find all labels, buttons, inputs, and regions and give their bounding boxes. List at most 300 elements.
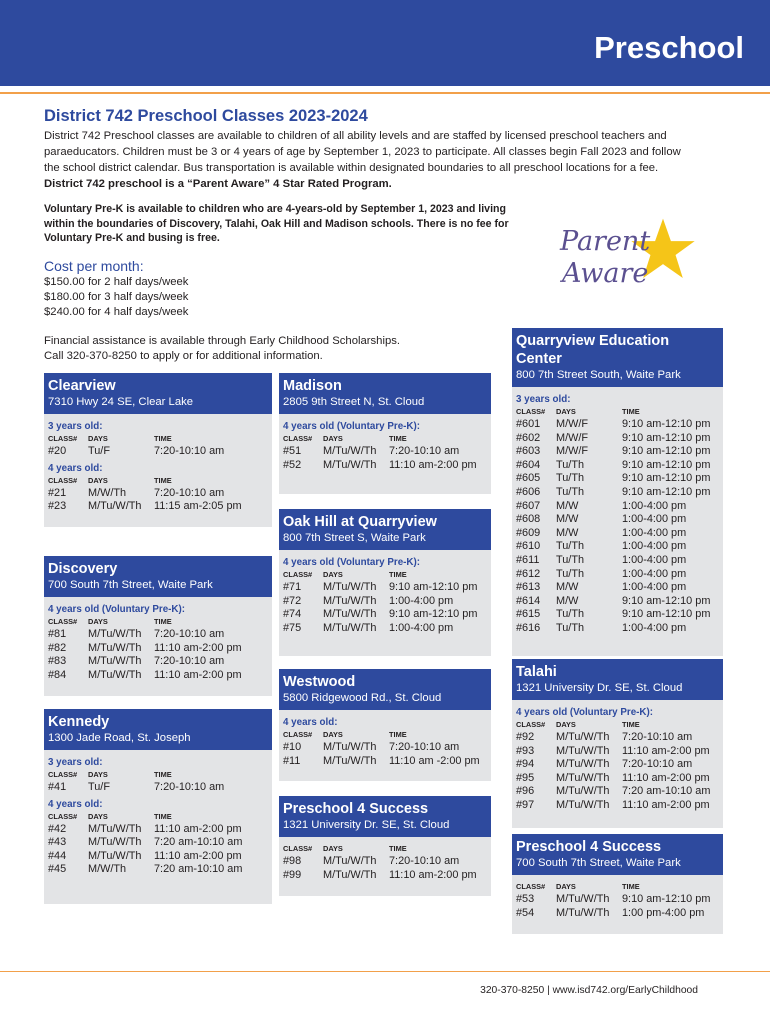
class-days: Tu/Th: [556, 567, 585, 580]
class-table-header: [516, 406, 719, 418]
class-days: M/Tu/W/Th: [88, 836, 142, 849]
class-table-header: [283, 569, 487, 581]
class-days: Tu/F: [88, 445, 110, 457]
class-days: M/Tu/W/Th: [88, 668, 142, 681]
class-number: #52: [283, 458, 302, 471]
class-row: [283, 755, 487, 769]
time-column-header: TIME: [154, 617, 172, 626]
class-number: #96: [516, 785, 535, 798]
class-time: 7:20-10:10 am: [154, 445, 225, 457]
class-days: M/Tu/W/Th: [88, 641, 142, 654]
class-number: #605: [516, 472, 541, 485]
parent-aware-logo: [560, 226, 650, 290]
card-header: [279, 796, 491, 837]
class-row: [516, 785, 719, 799]
class-time: 9:10 am-12:10 pm: [389, 581, 478, 593]
school-name: Madison: [283, 378, 342, 394]
class-number: #601: [516, 418, 541, 430]
class-row: [48, 669, 268, 683]
school-card: [512, 328, 723, 656]
school-card: [44, 709, 272, 904]
school-card: [44, 373, 272, 527]
class-row: [516, 432, 719, 446]
class-days: M/W/Th: [88, 486, 127, 499]
class-time: 7:20-10:10 am: [154, 628, 225, 640]
class-time: 11:10 am-2:00 pm: [389, 458, 477, 471]
card-body: [44, 597, 272, 688]
class-days: M/Tu/W/Th: [323, 608, 377, 621]
class-time: 1:00-4:00 pm: [622, 526, 687, 539]
class-number: #93: [516, 744, 535, 757]
cost-line: $150.00 for 2 half days/week: [44, 276, 189, 288]
class-number: #84: [48, 668, 67, 681]
class-row: [516, 486, 719, 500]
class-number: #45: [48, 863, 67, 876]
school-address: 5800 Ridgewood Rd., St. Cloud: [283, 692, 442, 704]
class-number: #81: [48, 628, 67, 640]
card-header: [44, 373, 272, 414]
class-row: [516, 907, 719, 921]
class-row: [48, 836, 268, 850]
class-row: [516, 772, 719, 786]
class-number: #74: [283, 608, 302, 621]
voluntary-prek-note: Voluntary Pre-K is available to children who are 4-years-old by September 1, 2023 and living within the boundaries of Discovery, Talahi, Oak Hill and Madison schools. There is no fee for Voluntary Pre-K and busing is free.: [44, 203, 509, 244]
class-number: #616: [516, 621, 541, 634]
class-number: #83: [48, 655, 67, 668]
school-name: Preschool 4 Success: [516, 839, 662, 855]
class-days: M/W: [556, 594, 579, 607]
class-days: M/Tu/W/Th: [88, 655, 142, 668]
class-row: [48, 850, 268, 864]
class-time: 11:10 am-2:00 pm: [389, 868, 477, 881]
class-number: #92: [516, 731, 535, 743]
class-days: M/Tu/W/Th: [88, 822, 142, 835]
age-group-label: 4 years old:: [48, 462, 103, 474]
days-column-header: DAYS: [88, 811, 108, 821]
school-name: Talahi: [516, 664, 557, 680]
banner-divider: [0, 92, 770, 94]
class-number: #614: [516, 594, 541, 607]
class-table-header: [48, 811, 268, 823]
card-body: [279, 710, 491, 774]
cost-heading: Cost per month:: [44, 258, 144, 274]
class-row: [48, 823, 268, 837]
time-column-header: TIME: [154, 434, 172, 443]
school-address: 1321 University Dr. SE, St. Cloud: [283, 819, 450, 831]
class-days: M/Tu/W/Th: [323, 445, 377, 457]
document-heading: District 742 Preschool Classes 2023-2024: [44, 107, 368, 125]
class-days: M/Tu/W/Th: [323, 621, 377, 634]
class-table-header: [283, 433, 487, 445]
class-row: [283, 459, 487, 473]
class-time: 7:20-10:10 am: [154, 655, 225, 668]
class-row: [516, 445, 719, 459]
class-row: [283, 608, 487, 622]
time-column-header: TIME: [389, 730, 407, 739]
class-number: #602: [516, 431, 541, 444]
time-column-header: TIME: [622, 720, 640, 729]
school-name: Discovery: [48, 561, 118, 577]
school-address: 7310 Hwy 24 SE, Clear Lake: [48, 396, 194, 408]
class-days: M/Tu/W/Th: [556, 744, 610, 757]
class-number: #53: [516, 893, 535, 905]
school-address: 1300 Jade Road, St. Joseph: [48, 732, 191, 744]
class-table-header: [283, 843, 487, 855]
class-row: [48, 487, 268, 501]
card-header: [512, 659, 723, 700]
class-time: 9:10 am-12:10 pm: [622, 893, 711, 905]
school-card: [279, 509, 491, 656]
class-number: #611: [516, 553, 540, 566]
class-time: 7:20 am-10:10 am: [622, 785, 711, 798]
class-time: 11:10 am -2:00 pm: [389, 754, 480, 767]
time-column-header: TIME: [154, 475, 172, 485]
footer-contact: 320-370-8250 | www.isd742.org/EarlyChildhood: [480, 985, 698, 996]
class-days: M/Tu/W/Th: [323, 855, 377, 867]
school-card: [279, 669, 491, 781]
class-days: Tu/Th: [556, 472, 585, 485]
class-number: #607: [516, 499, 541, 512]
class-days: Tu/Th: [556, 485, 585, 498]
class-column-header: CLASS#: [283, 434, 313, 443]
class-row: [48, 781, 268, 795]
class-time: 11:10 am-2:00 pm: [622, 744, 710, 757]
time-column-header: TIME: [622, 882, 640, 891]
class-time: 1:00-4:00 pm: [622, 540, 687, 553]
age-group-label: 4 years old (Voluntary Pre-K):: [516, 707, 654, 718]
class-days: M/Tu/W/Th: [556, 893, 610, 905]
school-card: [44, 556, 272, 696]
card-body: [44, 414, 272, 520]
class-time: 1:00-4:00 pm: [622, 553, 687, 566]
class-number: #41: [48, 781, 67, 793]
school-name: Westwood: [283, 674, 356, 690]
class-row: [48, 445, 268, 459]
class-days: M/W: [556, 581, 579, 594]
class-time: 7:20 am-10:10 am: [154, 863, 243, 876]
class-row: [283, 581, 487, 595]
class-days: M/Tu/W/Th: [323, 868, 377, 881]
financial-line: Call 320-370-8250 to apply or for additional information.: [44, 350, 323, 362]
class-time: 9:10 am-12:10 pm: [622, 485, 711, 498]
class-row: [283, 855, 487, 869]
school-name: Kennedy: [48, 714, 110, 730]
class-days: M/W: [556, 513, 579, 526]
class-days: M/Tu/W/Th: [88, 628, 142, 640]
class-row: [48, 642, 268, 656]
class-days: Tu/Th: [556, 553, 585, 566]
class-row: [516, 527, 719, 541]
age-group-label: 3 years old:: [48, 757, 103, 768]
class-number: #72: [283, 594, 302, 607]
class-number: #43: [48, 836, 67, 849]
class-time: 11:10 am-2:00 pm: [154, 849, 242, 862]
card-body: [512, 387, 723, 642]
class-row: [516, 540, 719, 554]
class-days: Tu/Th: [556, 458, 585, 471]
class-time: 7:20-10:10 am: [154, 781, 225, 793]
class-time: 9:10 am-12:10 pm: [622, 431, 711, 444]
class-row: [516, 745, 719, 759]
class-days: M/W/F: [556, 445, 589, 458]
class-time: 9:10 am-12:10 pm: [622, 458, 711, 471]
school-address: 800 7th Street South, Waite Park: [516, 369, 681, 381]
banner-title: Preschool: [594, 30, 744, 65]
class-column-header: CLASS#: [516, 407, 546, 416]
class-days: Tu/Th: [556, 608, 585, 621]
class-number: #99: [283, 868, 302, 881]
days-column-header: DAYS: [88, 770, 108, 779]
time-column-header: TIME: [389, 434, 407, 443]
class-days: M/Tu/W/Th: [323, 594, 377, 607]
class-number: #608: [516, 513, 541, 526]
days-column-header: DAYS: [323, 844, 343, 853]
class-column-header: CLASS#: [283, 570, 313, 579]
card-header: [44, 556, 272, 597]
days-column-header: DAYS: [323, 570, 343, 579]
class-row: [516, 608, 719, 622]
school-name: Quarryview Education Center: [516, 333, 670, 367]
intro-paragraph: [44, 128, 694, 192]
card-body: [279, 550, 491, 641]
class-row: [516, 500, 719, 514]
class-row: [516, 459, 719, 473]
class-number: #97: [516, 798, 535, 811]
cost-line: $240.00 for 4 half days/week: [44, 306, 189, 318]
class-time: 7:20-10:10 am: [389, 855, 460, 867]
class-number: #10: [283, 741, 302, 753]
banner: [0, 0, 770, 86]
days-column-header: DAYS: [556, 720, 576, 729]
class-time: 7:20 am-10:10 am: [154, 836, 243, 849]
class-time: 1:00-4:00 pm: [389, 594, 454, 607]
days-column-header: DAYS: [88, 617, 108, 626]
class-row: [283, 741, 487, 755]
class-row: [516, 893, 719, 907]
class-time: 9:10 am-12:10 pm: [389, 608, 478, 621]
intro-text: District 742 Preschool classes are available to children of all ability levels and are staffed by licensed preschool teachers and paraeducators. Children must be 3 or 4 years of age by September 1, 2023 to participate. All classes begin Fall 2023 and follow the school district calendar. Bus transportation is available within designated boundaries to all preschool locations for a fee.: [44, 130, 681, 174]
financial-assistance: [44, 334, 474, 364]
class-days: M/Tu/W/Th: [323, 741, 377, 753]
class-table-header: [48, 769, 268, 781]
school-card: [512, 659, 723, 828]
class-time: 7:20-10:10 am: [389, 741, 460, 753]
class-row: [283, 595, 487, 609]
class-row: [516, 472, 719, 486]
logo-line: Aware: [562, 258, 649, 289]
age-group-label: 4 years old (Voluntary Pre-K):: [283, 557, 421, 568]
intro-bold-text: District 742 preschool is a “Parent Aware” 4 Star Rated Program.: [44, 178, 392, 190]
age-group-label: 4 years old (Voluntary Pre-K):: [48, 604, 186, 615]
class-row: [516, 758, 719, 772]
school-address: 1321 University Dr. SE, St. Cloud: [516, 682, 683, 694]
class-number: #82: [48, 641, 67, 654]
class-time: 1:00-4:00 pm: [622, 499, 687, 512]
time-column-header: TIME: [154, 811, 172, 821]
school-address: 700 South 7th Street, Waite Park: [516, 857, 681, 869]
class-number: #609: [516, 526, 541, 539]
class-number: #71: [283, 581, 302, 593]
class-time: 11:10 am-2:00 pm: [622, 798, 710, 811]
age-group-label: 3 years old:: [48, 421, 103, 432]
class-number: #98: [283, 855, 302, 867]
class-table-header: [48, 616, 268, 628]
class-time: 1:00 pm-4:00 pm: [622, 906, 705, 919]
card-body: [44, 750, 272, 883]
class-time: 1:00-4:00 pm: [622, 621, 687, 634]
class-row: [48, 500, 268, 514]
class-number: #603: [516, 445, 541, 458]
class-row: [283, 622, 487, 636]
card-header: [512, 834, 723, 875]
class-time: 1:00-4:00 pm: [622, 581, 687, 594]
card-header: [44, 709, 272, 750]
class-row: [283, 869, 487, 883]
class-days: Tu/Th: [556, 540, 585, 553]
class-column-header: CLASS#: [48, 770, 78, 779]
class-number: #23: [48, 500, 67, 513]
card-body: [512, 875, 723, 926]
time-column-header: TIME: [389, 844, 407, 853]
class-row: [516, 581, 719, 595]
card-body: [512, 700, 723, 819]
class-time: 1:00-4:00 pm: [622, 513, 687, 526]
class-number: #95: [516, 771, 535, 784]
class-days: M/W/F: [556, 431, 589, 444]
age-group-label: 3 years old:: [516, 394, 571, 405]
class-table-header: [516, 719, 719, 731]
class-column-header: CLASS#: [516, 882, 546, 891]
class-number: #11: [283, 754, 301, 767]
class-time: 9:10 am-12:10 pm: [622, 608, 711, 621]
class-number: #615: [516, 608, 541, 621]
class-number: #21: [48, 486, 67, 499]
class-number: #604: [516, 458, 541, 471]
school-card: [279, 796, 491, 896]
class-time: 9:10 am-12:10 pm: [622, 418, 711, 430]
class-table-header: [48, 475, 268, 487]
card-header: [279, 509, 491, 550]
class-number: #613: [516, 581, 541, 594]
school-name: Preschool 4 Success: [283, 801, 429, 817]
class-days: M/Tu/W/Th: [88, 500, 142, 513]
class-number: #610: [516, 540, 541, 553]
days-column-header: DAYS: [323, 434, 343, 443]
class-days: Tu/F: [88, 781, 110, 793]
class-days: M/W/Th: [88, 863, 127, 876]
card-header: [279, 669, 491, 710]
class-column-header: CLASS#: [48, 434, 78, 443]
class-days: M/Tu/W/Th: [556, 785, 610, 798]
days-column-header: DAYS: [556, 407, 576, 416]
class-time: 7:20-10:10 am: [154, 486, 225, 499]
class-days: M/Tu/W/Th: [323, 581, 377, 593]
class-column-header: CLASS#: [283, 844, 313, 853]
class-row: [516, 554, 719, 568]
class-number: #44: [48, 849, 67, 862]
card-header: [279, 373, 491, 414]
class-row: [283, 445, 487, 459]
class-column-header: CLASS#: [283, 730, 313, 739]
class-time: 11:10 am-2:00 pm: [154, 822, 242, 835]
class-row: [48, 863, 268, 877]
class-time: 9:10 am-12:10 pm: [622, 445, 711, 458]
class-days: M/Tu/W/Th: [556, 731, 610, 743]
class-time: 11:10 am-2:00 pm: [154, 641, 242, 654]
cost-list: [44, 275, 188, 320]
class-row: [516, 595, 719, 609]
class-row: [516, 799, 719, 813]
class-days: M/W/F: [556, 418, 589, 430]
class-time: 1:00-4:00 pm: [389, 621, 454, 634]
class-time: 7:20-10:10 am: [622, 758, 693, 771]
class-time: 9:10 am-12:10 pm: [622, 472, 711, 485]
school-address: 800 7th Street S, Waite Park: [283, 532, 426, 544]
days-column-header: DAYS: [88, 434, 108, 443]
class-row: [516, 568, 719, 582]
logo-line: Parent: [560, 226, 651, 257]
class-table-header: [48, 433, 268, 445]
days-column-header: DAYS: [88, 475, 108, 485]
class-time: 9:10 am-12:10 pm: [622, 594, 711, 607]
class-time: 11:10 am-2:00 pm: [622, 771, 710, 784]
class-days: Tu/Th: [556, 621, 585, 634]
footer-divider: [0, 971, 770, 972]
class-number: #94: [516, 758, 535, 771]
class-number: #42: [48, 822, 67, 835]
school-card: [279, 373, 491, 494]
class-column-header: CLASS#: [516, 720, 546, 729]
class-number: #75: [283, 621, 302, 634]
days-column-header: DAYS: [323, 730, 343, 739]
school-address: 700 South 7th Street, Waite Park: [48, 579, 213, 591]
class-row: [48, 655, 268, 669]
class-days: M/Tu/W/Th: [323, 458, 377, 471]
card-header: [512, 328, 723, 387]
class-time: 7:20-10:10 am: [389, 445, 460, 457]
time-column-header: TIME: [622, 407, 640, 416]
class-days: M/W: [556, 526, 579, 539]
class-time: 11:10 am-2:00 pm: [154, 668, 242, 681]
class-table-header: [283, 729, 487, 741]
class-time: 11:15 am-2:05 pm: [154, 500, 242, 513]
card-body: [279, 414, 491, 478]
class-days: M/Tu/W/Th: [556, 771, 610, 784]
class-days: M/Tu/W/Th: [556, 758, 610, 771]
time-column-header: TIME: [154, 770, 172, 779]
class-days: M/Tu/W/Th: [556, 798, 610, 811]
class-column-header: CLASS#: [48, 617, 78, 626]
school-name: Clearview: [48, 378, 116, 394]
age-group-label: 4 years old:: [283, 717, 338, 728]
age-group-label: 4 years old:: [48, 798, 103, 810]
card-body: [279, 837, 491, 888]
class-days: M/Tu/W/Th: [88, 849, 142, 862]
time-column-header: TIME: [389, 570, 407, 579]
class-number: #606: [516, 485, 541, 498]
class-time: 1:00-4:00 pm: [622, 567, 687, 580]
class-row: [48, 628, 268, 642]
class-row: [516, 513, 719, 527]
class-number: #54: [516, 906, 535, 919]
class-column-header: CLASS#: [48, 475, 78, 485]
class-number: #20: [48, 445, 67, 457]
financial-line: Financial assistance is available through Early Childhood Scholarships.: [44, 335, 401, 347]
school-card: [512, 834, 723, 934]
class-number: #51: [283, 445, 302, 457]
school-name: Oak Hill at Quarryview: [283, 514, 437, 530]
class-row: [516, 622, 719, 636]
